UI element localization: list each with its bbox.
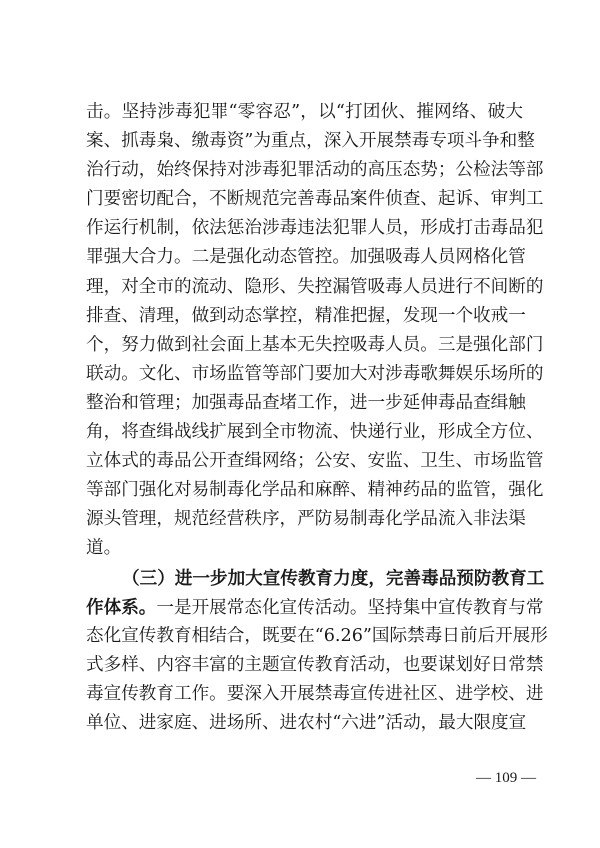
body-line: 道。 [86,538,122,559]
body-line: 排查、清理，做到动态掌控，精准把握，发现一个收戒一 [86,305,526,326]
body-line: 个，努力做到社会面上基本无失控吸毒人员。三是强化部门 [86,334,544,355]
body-line: 角，将查缉战线扩展到全市物流、快递行业，形成全方位、 [86,422,544,443]
body-line: 治行动，始终保持对涉毒犯罪活动的高压态势；公检法等部 [86,160,544,181]
body-line: 理，对全市的流动、隐形、失控漏管吸毒人员进行不间断的 [86,276,544,297]
body-line: 立体式的毒品公开查缉网络；公安、安监、卫生、市场监管 [86,451,544,472]
section-heading-continuation: 作体系。 [86,596,157,618]
section-line: 式多样、内容丰富的主题宣传教育活动，也要谋划好日常禁 [86,654,544,675]
section-line: 单位、进家庭、进场所、进农村“六进”活动，最大限度宣 [86,712,527,733]
body-line: 联动。文化、市场监管等部门要加大对涉毒歌舞娱乐场所的 [86,363,544,384]
body-line: 击。坚持涉毒犯罪“零容忍”，以“打团伙、摧网络、破大 [86,102,523,122]
body-line: 门要密切配合，不断规范完善毒品案件侦查、起诉、审判工 [86,189,544,210]
section-line: 毒宣传教育工作。要深入开展禁毒宣传进社区、进学校、进 [86,683,544,704]
body-line: 案、抓毒枭、缴毒资”为重点，深入开展禁毒专项斗争和整 [86,131,535,152]
section-paragraph-first-line [86,593,544,622]
body-line: 罪强大合力。二是强化动态管控。加强吸毒人员网格化管 [86,247,526,268]
body-line: 作运行机制，依法惩治涉毒违法犯罪人员，形成打击毒品犯 [86,218,544,239]
document-body [86,98,548,738]
section-line: 态化宣传教育相结合，既要在“6.26”国际禁毒日前后开展形 [86,625,548,646]
body-line: 源头管理，规范经营秩序，严防易制毒化学品流入非法渠 [86,509,526,530]
body-line: 整治和管理；加强毒品查堵工作，进一步延伸毒品查缉触 [86,392,526,413]
section-heading: （三）进一步加大宣传教育力度，完善毒品预防教育工 [122,567,545,589]
page-number: — 109 — [476,770,536,786]
section-line: 一是开展常态化宣传活动。坚持集中宣传教育与常 [156,597,544,618]
body-line: 等部门强化对易制毒化学品和麻醉、精神药品的监管，强化 [86,480,544,501]
